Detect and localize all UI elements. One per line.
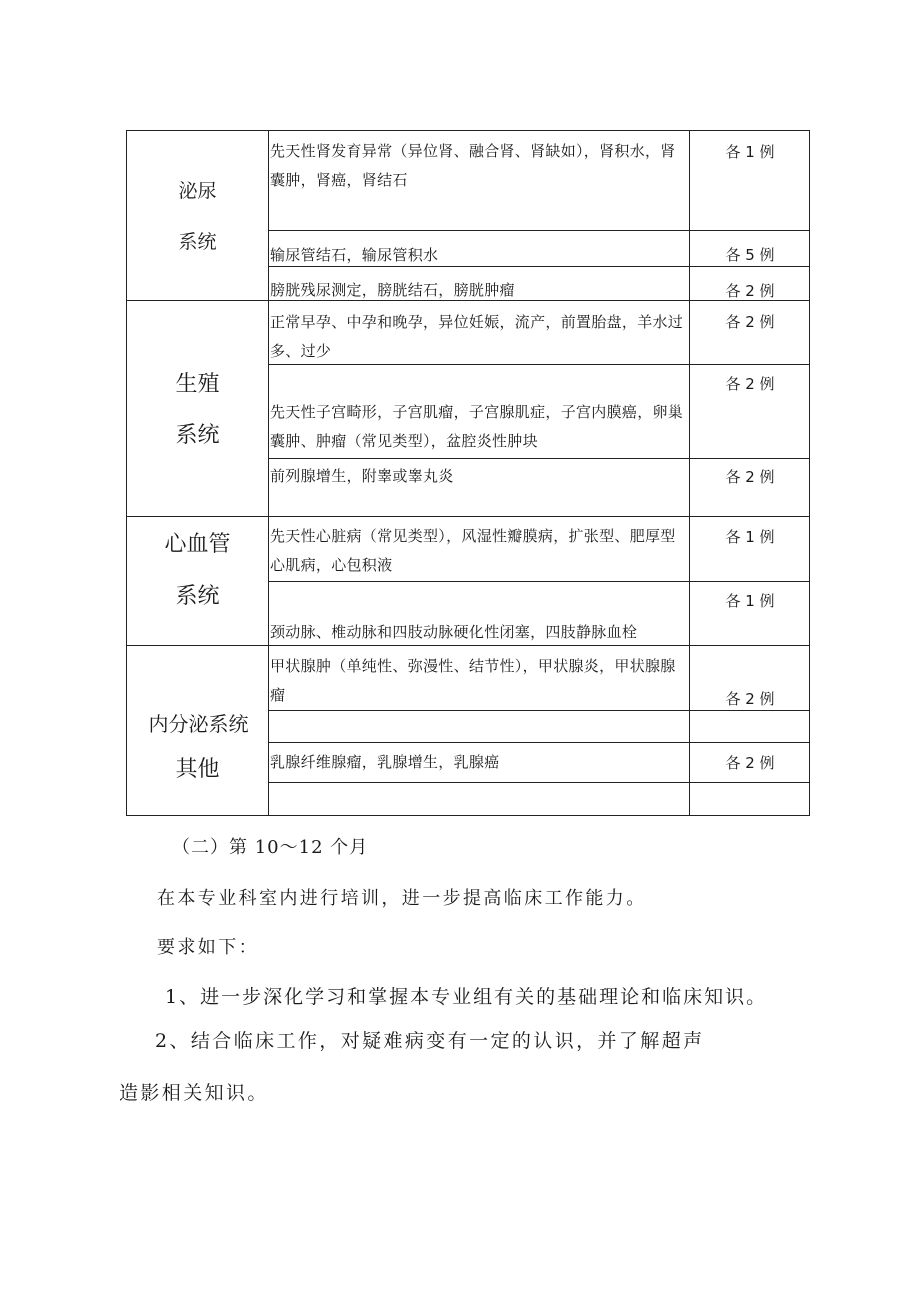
row-2-description: 输尿管结石，输尿管积水	[270, 246, 439, 264]
row-11-count: 各 2 例	[725, 754, 775, 772]
category-reproductive-line2: 系统	[175, 423, 220, 448]
row-7-count: 各 1 例	[725, 528, 775, 546]
row-8-count: 各 1 例	[725, 592, 775, 610]
row-3-count: 各 2 例	[725, 282, 775, 300]
category-cardiovascular-line2: 系统	[175, 584, 220, 609]
row-11-description: 乳腺纤维腺瘤，乳腺增生，乳腺癌	[270, 753, 500, 771]
row-4-count: 各 2 例	[725, 313, 775, 331]
row-1-description: 先天性肾发育异常（异位肾、融合肾、肾缺如），肾积水，肾囊肿，肾癌，肾结石	[270, 142, 676, 189]
row-9-description: 甲状腺肿（单纯性、弥漫性、结节性），甲状腺炎，甲状腺腺瘤	[270, 657, 676, 704]
requirement-item-2-line1: 2、结合临床工作，对疑难病变有一定的认识，并了解超声	[155, 1030, 705, 1052]
row-2-count: 各 5 例	[725, 246, 775, 264]
row-1-count: 各 1 例	[725, 143, 775, 161]
row-4-description: 正常早孕、中孕和晚孕，异位妊娠，流产，前置胎盘，羊水过多、过少	[270, 313, 684, 360]
category-urinary-line2: 系统	[178, 231, 217, 253]
row-7-description: 先天性心脏病（常见类型），风湿性瓣膜病，扩张型、肥厚型心肌病，心包积液	[270, 527, 676, 574]
category-other: 其他	[175, 757, 220, 782]
category-endocrine: 内分泌系统	[148, 712, 249, 736]
section-heading: （二）第 10～12 个月	[172, 837, 369, 858]
row-3-description: 膀胱残尿测定，膀胱结石，膀胱肿瘤	[270, 281, 515, 299]
row-5-description: 先天性子宫畸形，子宫肌瘤，子宫腺肌症，子宫内膜癌，卵巢囊肿、肿瘤（常见类型），盆腔炎性肿块	[270, 403, 684, 450]
category-urinary-line1: 泌尿	[178, 180, 217, 202]
requirement-item-1: 1、进一步深化学习和掌握本专业组有关的基础理论和临床知识。	[165, 986, 768, 1008]
category-cardiovascular-line1: 心血管	[164, 532, 231, 557]
row-8-description: 颈动脉、椎动脉和四肢动脉硬化性闭塞，四肢静脉血栓	[270, 623, 638, 641]
row-6-description: 前列腺增生，附睾或睾丸炎	[270, 467, 454, 485]
requirement-item-2-line2: 造影相关知识。	[119, 1082, 269, 1104]
requirements-label: 要求如下：	[157, 937, 259, 958]
row-6-count: 各 2 例	[725, 468, 775, 486]
row-5-count: 各 2 例	[725, 375, 775, 393]
intro-paragraph: 在本专业科室内进行培训，进一步提高临床工作能力。	[157, 888, 647, 909]
category-reproductive-line1: 生殖	[175, 372, 220, 397]
row-9-count: 各 2 例	[725, 690, 775, 708]
